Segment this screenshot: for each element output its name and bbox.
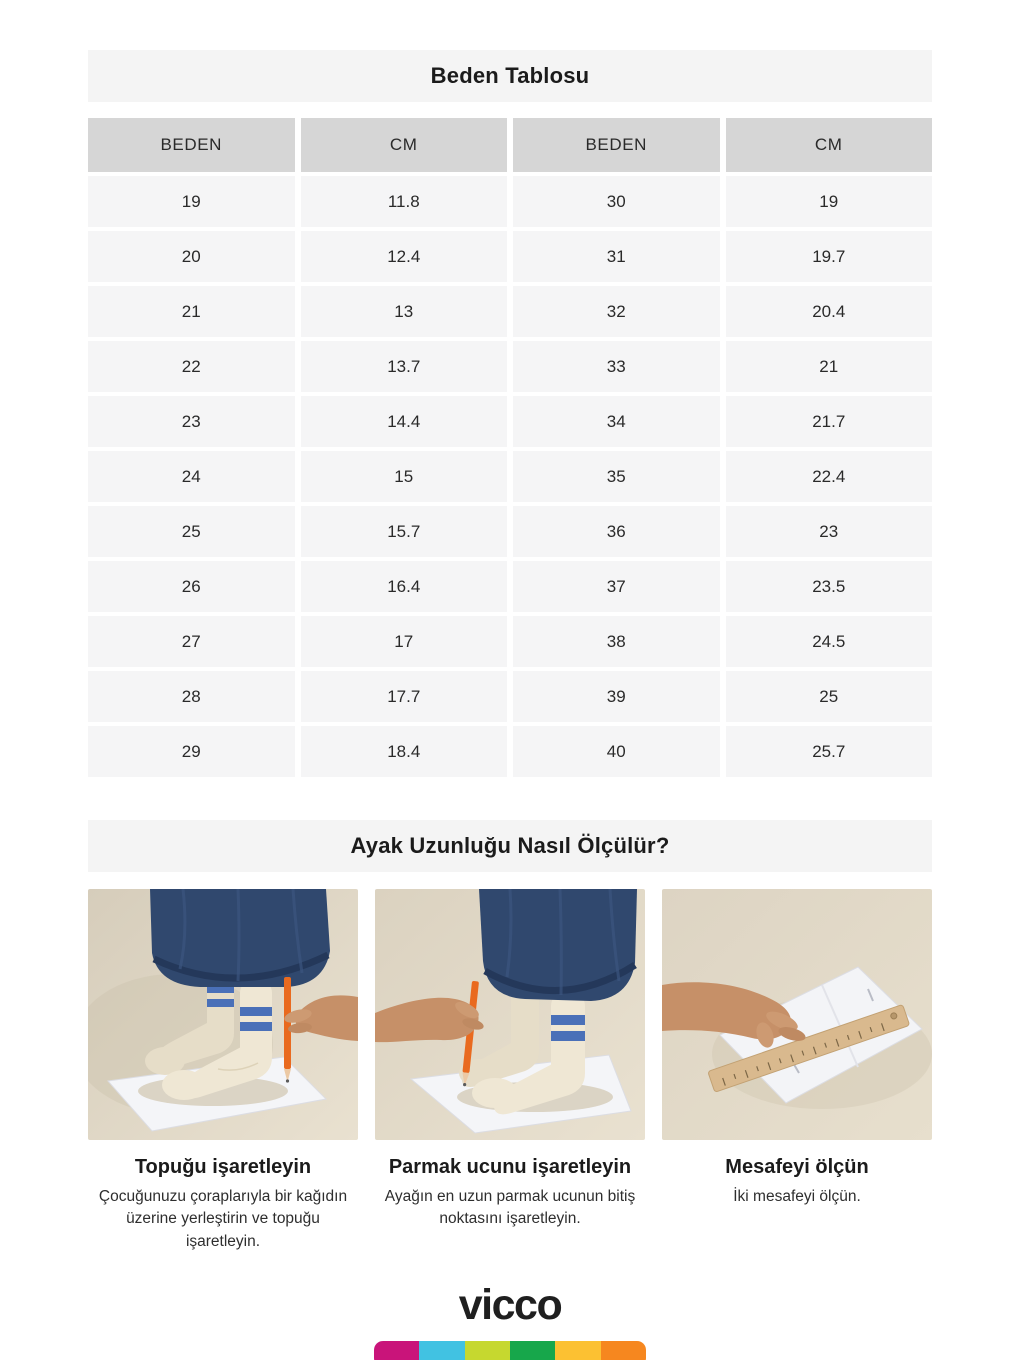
- cm-cell: 23.5: [726, 561, 933, 612]
- size-cell: 34: [513, 396, 720, 447]
- size-cell: 36: [513, 506, 720, 557]
- cm-cell: 25.7: [726, 726, 933, 777]
- cm-cell: 13: [301, 286, 508, 337]
- photo-measuring-with-ruler: [662, 889, 932, 1140]
- cm-cell: 22.4: [726, 451, 933, 502]
- brand-bar-segment-yellow: [555, 1341, 600, 1360]
- size-cell: 28: [88, 671, 295, 722]
- size-cell: 39: [513, 671, 720, 722]
- cm-cell: 12.4: [301, 231, 508, 282]
- cm-cell: 15.7: [301, 506, 508, 557]
- measure-section-title: Ayak Uzunluğu Nasıl Ölçülür?: [88, 820, 932, 872]
- cm-cell: 19.7: [726, 231, 933, 282]
- size-cell: 40: [513, 726, 720, 777]
- column-header-beden-left: BEDEN: [88, 118, 295, 172]
- size-cell: 23: [88, 396, 295, 447]
- column-header-cm-left: CM: [301, 118, 508, 172]
- brand-bar-segment-cyan: [419, 1341, 464, 1360]
- cm-cell: 17: [301, 616, 508, 667]
- vicco-logo: vicco: [458, 1281, 562, 1329]
- size-cell: 19: [88, 176, 295, 227]
- size-cell: 27: [88, 616, 295, 667]
- step-heading: Topuğu işaretleyin: [134, 1156, 312, 1178]
- brand-bar-segment-lime: [465, 1341, 510, 1360]
- size-cell: 38: [513, 616, 720, 667]
- brand-bar-segment-magenta: [374, 1341, 419, 1360]
- column-header-beden-right: BEDEN: [513, 118, 720, 172]
- size-table: [88, 118, 932, 777]
- size-cell: 20: [88, 231, 295, 282]
- cm-cell: 21: [726, 341, 933, 392]
- cm-cell: 23: [726, 506, 933, 557]
- step-description: Ayağın en uzun parmak ucunun bitiş noktasını işaretleyin.: [384, 1188, 636, 1228]
- step-description: Çocuğunuzu çoraplarıyla bir kağıdın üzerine yerleştirin ve topuğu işaretleyin.: [98, 1188, 348, 1250]
- size-cell: 30: [513, 176, 720, 227]
- size-cell: 26: [88, 561, 295, 612]
- step-mark-heel: [88, 889, 358, 1253]
- size-cell: 22: [88, 341, 295, 392]
- brand-bar-segment-orange: [601, 1341, 646, 1360]
- size-cell: 32: [513, 286, 720, 337]
- size-cell: 21: [88, 286, 295, 337]
- cm-cell: 15: [301, 451, 508, 502]
- cm-cell: 17.7: [301, 671, 508, 722]
- size-cell: 25: [88, 506, 295, 557]
- cm-cell: 24.5: [726, 616, 933, 667]
- size-cell: 24: [88, 451, 295, 502]
- cm-cell: 25: [726, 671, 933, 722]
- column-header-cm-right: CM: [726, 118, 933, 172]
- measure-steps: [88, 889, 932, 1253]
- step-description: İki mesafeyi ölçün.: [733, 1188, 861, 1205]
- cm-cell: 14.4: [301, 396, 508, 447]
- size-cell: 35: [513, 451, 720, 502]
- cm-cell: 19: [726, 176, 933, 227]
- photo-marking-heel-with-pencil: [88, 889, 358, 1140]
- size-table-title: Beden Tablosu: [88, 50, 932, 102]
- cm-cell: 21.7: [726, 396, 933, 447]
- size-cell: 29: [88, 726, 295, 777]
- brand-bar-segment-green: [510, 1341, 555, 1360]
- step-heading: Parmak ucunu işaretleyin: [388, 1156, 632, 1178]
- cm-cell: 20.4: [726, 286, 933, 337]
- size-cell: 33: [513, 341, 720, 392]
- size-cell: 31: [513, 231, 720, 282]
- step-heading: Mesafeyi ölçün: [725, 1156, 869, 1178]
- step-measure-distance: [662, 889, 932, 1253]
- cm-cell: 18.4: [301, 726, 508, 777]
- cm-cell: 16.4: [301, 561, 508, 612]
- brand-color-bar: [374, 1341, 646, 1360]
- cm-cell: 13.7: [301, 341, 508, 392]
- step-mark-toe: [375, 889, 645, 1253]
- photo-marking-toe-with-pencil: [375, 889, 645, 1140]
- brand-footer: [0, 1250, 1020, 1360]
- cm-cell: 11.8: [301, 176, 508, 227]
- size-cell: 37: [513, 561, 720, 612]
